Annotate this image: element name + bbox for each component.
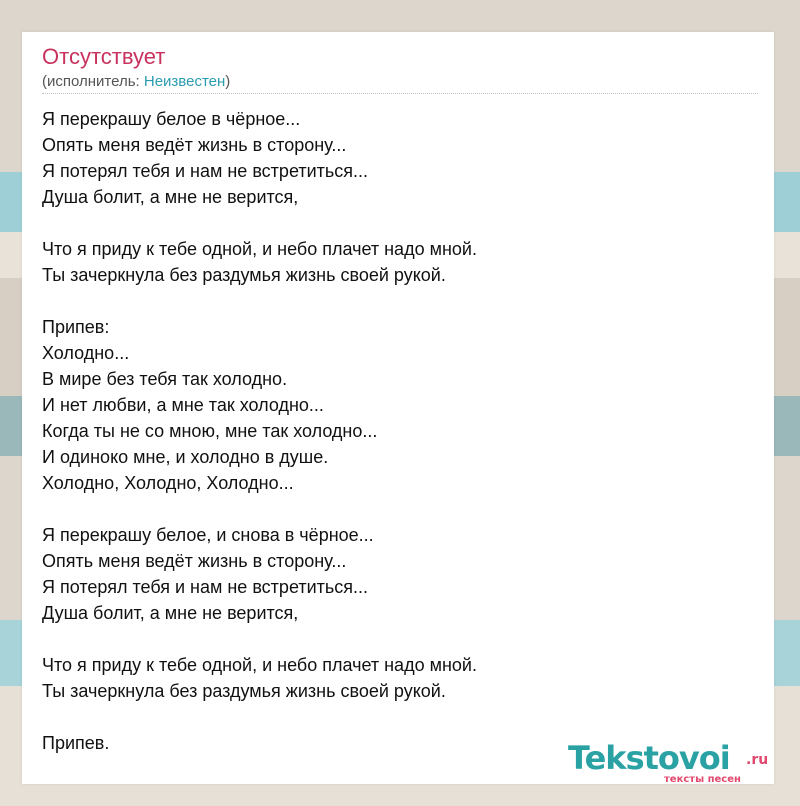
- artist-link[interactable]: Неизвестен: [143, 73, 226, 90]
- lyric-line: Я потерял тебя и нам не встретиться...: [42, 577, 369, 597]
- lyric-line: [42, 210, 758, 236]
- site-logo[interactable]: [568, 740, 778, 784]
- lyric-line: Холодно, Холодно, Холодно...: [42, 473, 294, 493]
- lyric-line: Ты зачеркнула без раздумья жизнь своей рукой.: [42, 681, 446, 701]
- lyric-line: Опять меня ведёт жизнь в сторону...: [42, 135, 347, 155]
- lyric-line: Припев:: [42, 317, 110, 337]
- lyric-line: Душа болит, а мне не верится,: [42, 187, 299, 207]
- lyric-line: Что я приду к тебе одной, и небо плачет надо мной.: [42, 655, 477, 675]
- lyric-line: Душа болит, а мне не верится,: [42, 603, 299, 623]
- lyric-line: Припев.: [42, 733, 110, 753]
- lyric-line: Когда ты не со мною, мне так холодно...: [42, 421, 378, 441]
- song-title: Отсутствует: [42, 44, 166, 69]
- lyric-line: Я потерял тебя и нам не встретиться...: [42, 161, 369, 181]
- lyric-line: Я перекрашу белое в чёрное...: [42, 109, 301, 129]
- lyric-line: Что я приду к тебе одной, и небо плачет надо мной.: [42, 239, 477, 259]
- lyrics-card: [22, 32, 774, 784]
- lyric-line: [42, 626, 758, 652]
- artist-line: [42, 73, 230, 91]
- lyric-line: Ты зачеркнула без раздумья жизнь своей рукой.: [42, 265, 446, 285]
- lyrics-text: [42, 106, 758, 756]
- lyric-line: [42, 496, 758, 522]
- lyric-line: И одиноко мне, и холодно в душе.: [42, 447, 329, 467]
- artist-suffix: ): [225, 73, 231, 90]
- lyric-line: И нет любви, а мне так холодно...: [42, 395, 324, 415]
- logo-tld: .ru: [746, 752, 769, 768]
- lyric-line: [42, 288, 758, 314]
- lyric-line: Я перекрашу белое, и снова в чёрное...: [42, 525, 374, 545]
- logo-wordmark: Tekstovoi: [568, 739, 730, 777]
- title-divider: [42, 93, 758, 94]
- lyric-line: [42, 704, 758, 730]
- logo-tagline: тексты песен: [664, 774, 741, 785]
- artist-prefix: (исполнитель:: [42, 73, 144, 90]
- lyric-line: В мире без тебя так холодно.: [42, 369, 288, 389]
- lyric-line: Холодно...: [42, 343, 130, 363]
- lyric-line: Опять меня ведёт жизнь в сторону...: [42, 551, 347, 571]
